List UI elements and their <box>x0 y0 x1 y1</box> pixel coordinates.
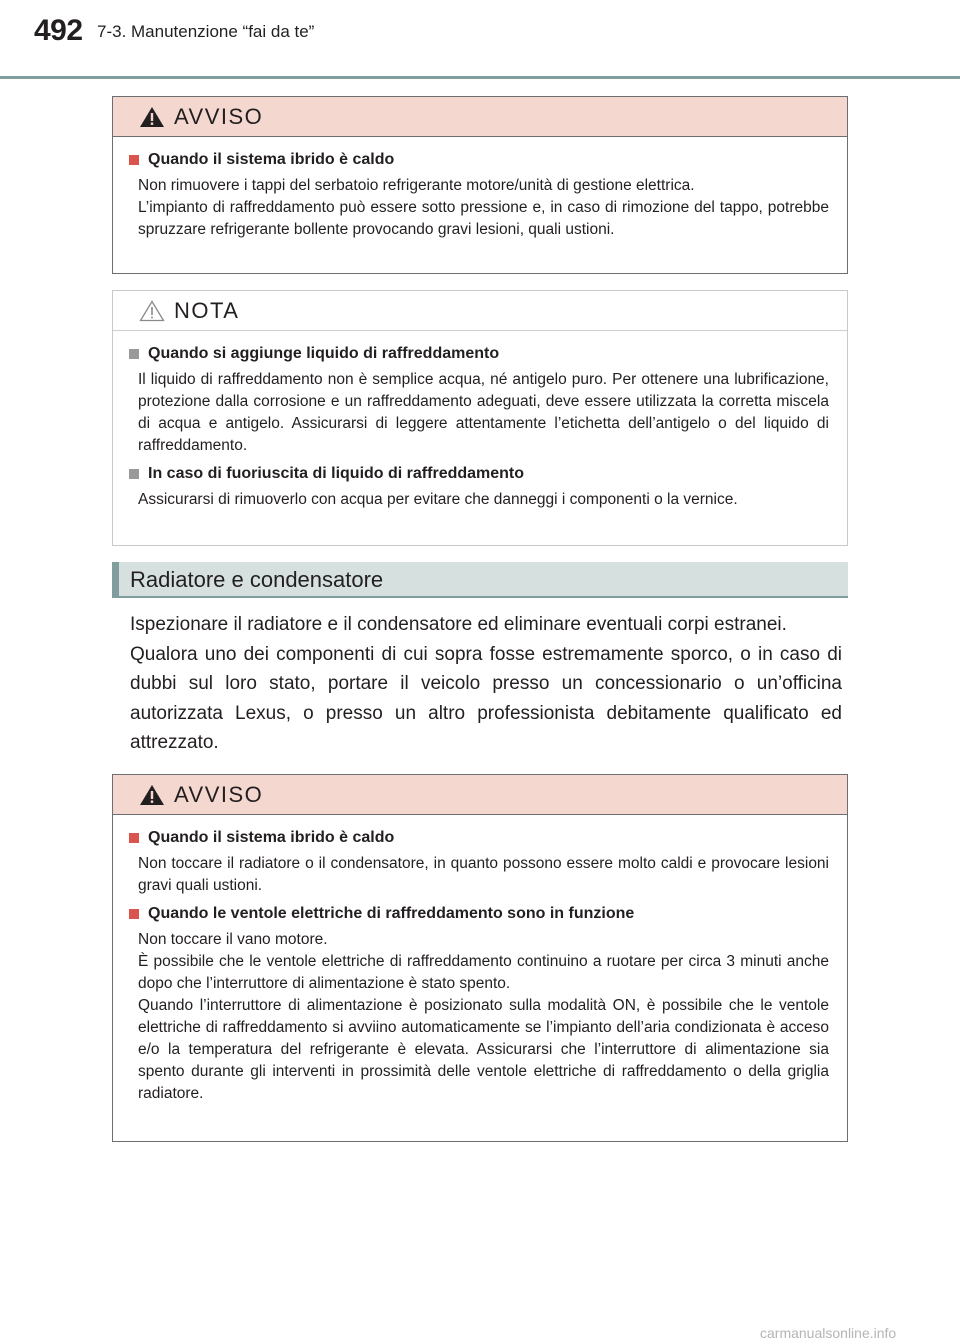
warning-triangle-icon <box>139 106 165 128</box>
note-box <box>112 290 848 546</box>
item-text <box>129 929 829 1105</box>
item-text-line: Il liquido di raffreddamento non è semplice acqua, né antigelo puro. Per ottenere una lubrificazione, protezione dalla corrosione e un raffreddamento adeguati, deve essere utilizzata la corretta miscela di acqua e antigelo. Assicurarsi di leggere attentamente l’etichetta dell’antigelo o del liquido di raffreddamento. <box>138 371 829 454</box>
item-text-line: Non rimuovere i tappi del serbatoio refrigerante motore/unità di gestione elettrica. <box>138 177 695 194</box>
item-text <box>129 853 829 897</box>
item-text <box>129 369 829 457</box>
body-paragraph-1: Ispezionare il radiatore e il condensatore ed eliminare eventuali corpi estranei. <box>130 614 787 635</box>
warning-box-header <box>113 97 847 137</box>
body-paragraph-2: Qualora uno dei componenti di cui sopra fosse estremamente sporco, o in caso di dubbi sul loro stato, portare il veicolo presso un concessionario o un’officina autorizzata Lexus, o presso un altro professionista debitamente qualificato ed attrezzato. <box>130 643 842 753</box>
square-bullet-icon <box>129 155 139 165</box>
warning-box-1 <box>112 96 848 274</box>
body-text <box>130 610 842 758</box>
square-bullet-icon <box>129 833 139 843</box>
item-text <box>129 175 829 241</box>
warning-title: AVVISO <box>174 103 264 129</box>
item-heading <box>129 905 829 923</box>
item-text-line: Quando l’interruttore di alimentazione è posizionato sulla modalità ON, è possibile che le ventole elettriche di raffreddamento si avviino automaticamente se l’impianto dell’aria condizionata è acceso e/o la temperatura del refrigerante è elevata. Assicurarsi che l’interruttore di alimentazione sia spento durante gli interventi in prossimità delle ventole elettriche di raffreddamento o della griglia radiatore. <box>138 997 829 1102</box>
warning-box-2 <box>112 774 848 1142</box>
page-number: 492 <box>34 14 83 47</box>
section-title: 7-3. Manutenzione “fai da te” <box>97 22 315 41</box>
watermark: carmanualsonline.info <box>760 1325 897 1341</box>
warning-triangle-icon <box>139 784 165 806</box>
item-heading-text: Quando il sistema ibrido è caldo <box>148 151 395 168</box>
item-heading <box>129 829 829 847</box>
square-bullet-icon <box>129 469 139 479</box>
warning-triangle-outline-icon <box>139 300 165 322</box>
item-text-line: Assicurarsi di rimuoverlo con acqua per evitare che danneggi i componenti o la vernice. <box>138 491 738 508</box>
item-text <box>129 489 829 511</box>
item-heading <box>129 465 829 483</box>
subsection-title: Radiatore e condensatore <box>130 567 384 592</box>
item-text-line: Non toccare il radiatore o il condensatore, in quanto possono essere molto caldi e provocare lesioni gravi quali ustioni. <box>138 855 829 894</box>
note-body <box>113 331 847 511</box>
item-heading <box>129 345 829 363</box>
item-heading <box>129 151 829 169</box>
warning-body <box>113 137 847 241</box>
item-text-line: È possibile che le ventole elettriche di raffreddamento continuino a ruotare per circa 3 minuti anche dopo che l’interruttore di alimentazione è stato spento. <box>138 953 829 992</box>
item-heading-text: Quando si aggiunge liquido di raffreddamento <box>148 345 500 362</box>
item-heading-text: In caso di fuoriuscita di liquido di raffreddamento <box>148 465 525 482</box>
page-header <box>0 0 960 80</box>
item-text-line: L’impianto di raffreddamento può essere sotto pressione e, in caso di rimozione del tappo, potrebbe spruzzare refrigerante bollente provocando gravi lesioni, quali ustioni. <box>138 199 829 238</box>
square-bullet-icon <box>129 909 139 919</box>
item-heading-text: Quando il sistema ibrido è caldo <box>148 829 395 846</box>
square-bullet-icon <box>129 349 139 359</box>
header-rule <box>0 76 960 79</box>
subsection-header-bar <box>112 562 119 598</box>
item-heading-text: Quando le ventole elettriche di raffreddamento sono in funzione <box>148 905 635 922</box>
warning-title: AVVISO <box>174 781 264 807</box>
subsection-header <box>112 562 848 598</box>
note-box-header <box>113 291 847 331</box>
item-text-line: Non toccare il vano motore. <box>138 931 328 948</box>
note-title: NOTA <box>174 297 240 323</box>
warning-body <box>113 815 847 1105</box>
warning-box-header <box>113 775 847 815</box>
